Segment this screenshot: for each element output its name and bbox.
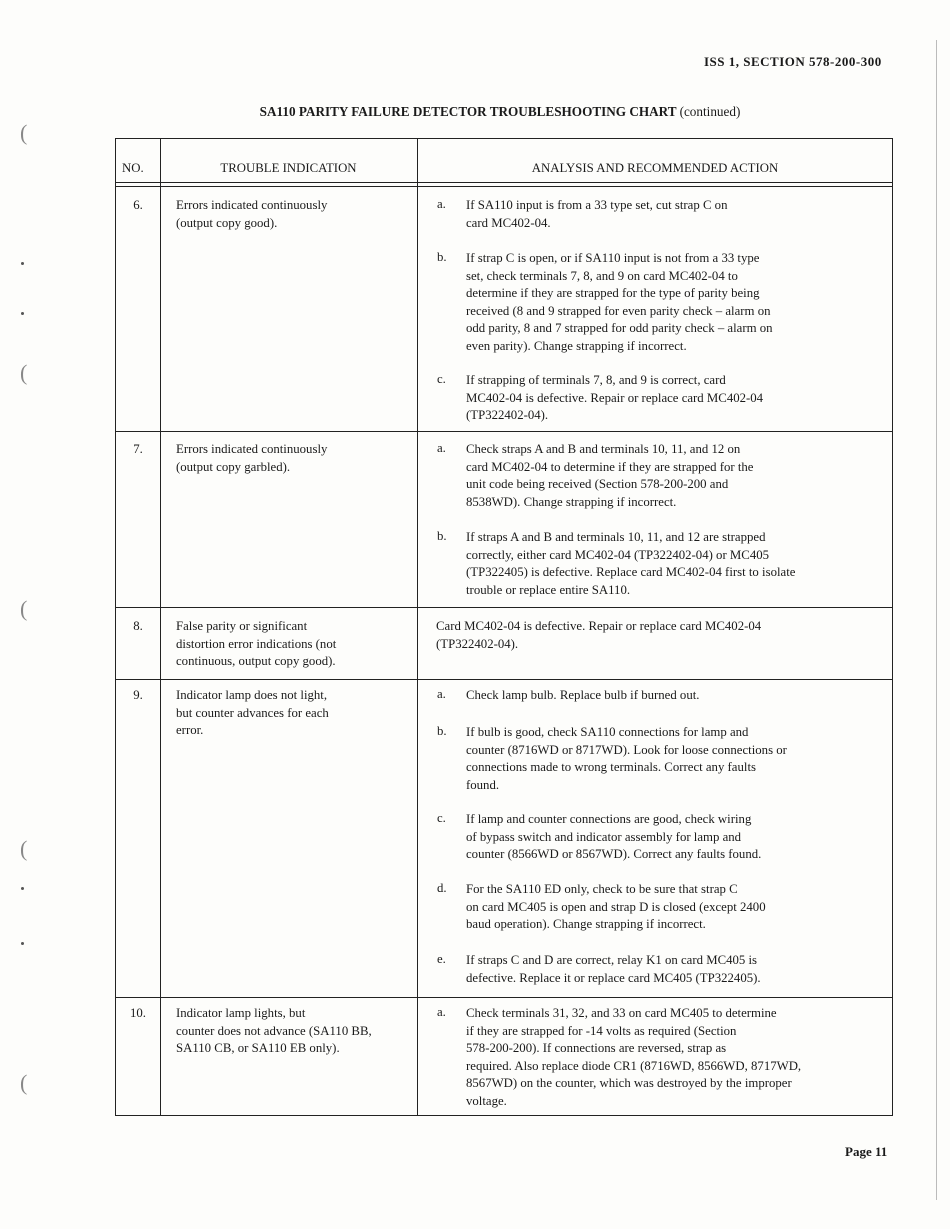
row-divider-6-7 [116,431,892,432]
action-step-line: on card MC405 is open and strap D is closed (except 2400 [466,899,766,914]
header-rule [116,182,892,183]
troubleshooting-table [115,138,893,1116]
action-step-letter: b. [437,529,447,543]
trouble-indication-line: (output copy good). [176,215,278,230]
action-step-line: 578-200-200). If connections are reversed, strap as [466,1041,727,1055]
binder-hole-mark: ( [20,1070,28,1095]
action-step-line: Check lamp bulb. Replace bulb if burned out. [466,688,700,702]
action-step-line: If strapping of terminals 7, 8, and 9 is correct, card [466,373,726,387]
column-divider-1 [160,139,161,1115]
action-step-line: connections made to wrong terminals. Correct any faults [466,760,756,774]
action-step-line: counter (8716WD or 8717WD). Look for loose connections or [466,742,787,757]
trouble-indication-line: Indicator lamp lights, but [176,1006,306,1020]
binder-hole-mark: ( [20,836,28,861]
action-step-line: (TP322402-04). [466,408,549,422]
row-number: 10. [130,1006,146,1020]
margin-speck [21,312,24,315]
action-step-line: even parity). Change strapping if incorrect. [466,338,687,353]
action-step-letter: d. [437,881,447,895]
action-step-line: trouble or replace entire SA110. [466,582,631,597]
column-header-action: ANALYSIS AND RECOMMENDED ACTION [531,161,779,175]
trouble-indication-line: Indicator lamp does not light, [176,688,328,702]
action-step-line: MC402-04 is defective. Repair or replace card MC402-04 [466,390,764,405]
action-step-line: card MC402-04. [466,215,551,230]
action-step-line: set, check terminals 7, 8, and 9 on card MC402-04 to [466,268,738,283]
row-number: 7. [133,442,143,456]
action-step-line: determine if they are strapped for the type of parity being [466,286,760,300]
row-divider-8-9 [116,679,892,680]
chart-title-main: SA110 PARITY FAILURE DETECTOR TROUBLESHOOTING CHART [259,104,677,119]
action-step-letter: b. [437,724,447,738]
row-divider-9-10 [116,997,892,998]
trouble-indication-line: Errors indicated continuously [176,442,328,456]
action-step-line: Check straps A and B and terminals 10, 11, and 12 on [466,442,741,456]
section-header: ISS 1, SECTION 578-200-300 [704,54,882,69]
action-step-line: If lamp and counter connections are good, check wiring [466,812,752,826]
action-step-line: 8567WD) on the counter, which was destroyed by the improper [466,1076,792,1090]
action-step-letter: e. [437,952,446,966]
chart-title [0,104,950,120]
binder-hole-mark: ( [20,596,28,621]
action-step-line: received (8 and 9 strapped for even parity check – alarm on [466,303,771,318]
trouble-indication-line: (output copy garbled). [176,459,291,474]
action-step-letter: c. [437,811,446,825]
action-text-line: Card MC402-04 is defective. Repair or replace card MC402-04 [436,619,762,633]
row-divider-7-8 [116,607,892,608]
trouble-indication-line: continuous, output copy good). [176,654,336,668]
trouble-indication-line: error. [176,723,204,737]
action-step-line: If bulb is good, check SA110 connections for lamp and [466,725,749,739]
action-step-line: card MC402-04 to determine if they are strapped for the [466,459,754,474]
margin-speck [21,887,24,890]
margin-speck [21,262,24,265]
column-header-trouble: TROUBLE INDICATION [220,161,357,175]
action-step-line: voltage. [466,1093,507,1108]
row-number: 8. [133,619,143,633]
page-number: Page 11 [845,1144,888,1159]
trouble-indication-line: SA110 CB, or SA110 EB only). [176,1041,340,1055]
action-step-line: baud operation). Change strapping if incorrect. [466,917,706,931]
action-step-line: (TP322405) is defective. Replace card MC402-04 first to isolate [466,565,796,579]
chart-title-continued: (continued) [679,104,741,119]
trouble-indication-line: Errors indicated continuously [176,198,328,212]
action-step-line: For the SA110 ED only, check to be sure that strap C [466,882,738,896]
row-number: 6. [133,198,143,212]
header-rule-double [116,186,892,187]
page-edge-line [936,40,937,1200]
action-step-line: found. [466,777,500,792]
action-text-line: (TP322402-04). [436,636,519,651]
trouble-indication-line: False parity or significant [176,619,308,633]
trouble-indication-line: but counter advances for each [176,705,329,720]
action-step-line: of bypass switch and indicator assembly for lamp and [466,829,742,844]
margin-speck [21,942,24,945]
row-number: 9. [133,688,143,702]
trouble-indication-line: distortion error indications (not [176,636,337,651]
action-step-line: If straps A and B and terminals 10, 11, and 12 are strapped [466,530,766,544]
column-divider-2 [417,139,418,1115]
action-step-line: If straps C and D are correct, relay K1 on card MC405 is [466,953,758,967]
action-step-letter: a. [437,197,446,211]
action-step-line: odd parity, 8 and 7 strapped for odd parity check – alarm on [466,321,773,335]
action-step-line: Check terminals 31, 32, and 33 on card MC405 to determine [466,1006,777,1020]
action-step-line: correctly, either card MC402-04 (TP322402-04) or MC405 [466,547,770,562]
action-step-letter: b. [437,250,447,264]
action-step-line: If SA110 input is from a 33 type set, cut strap C on [466,198,728,212]
action-step-line: If strap C is open, or if SA110 input is not from a 33 type [466,251,760,265]
action-step-line: defective. Replace it or replace card MC405 (TP322405). [466,970,761,985]
trouble-indication-line: counter does not advance (SA110 BB, [176,1023,372,1038]
action-step-letter: c. [437,372,446,386]
action-step-line: unit code being received (Section 578-200-200 and [466,477,729,491]
column-header-no: NO. [122,161,144,175]
action-step-line: counter (8566WD or 8567WD). Correct any faults found. [466,847,762,861]
action-step-letter: a. [437,687,446,701]
action-step-letter: a. [437,441,446,455]
binder-hole-mark: ( [20,120,28,145]
action-step-line: 8538WD). Change strapping if incorrect. [466,494,677,509]
action-step-letter: a. [437,1005,446,1019]
binder-hole-mark: ( [20,360,28,385]
action-step-line: required. Also replace diode CR1 (8716WD, 8566WD, 8717WD, [466,1058,802,1073]
action-step-line: if they are strapped for -14 volts as required (Section [466,1023,737,1038]
